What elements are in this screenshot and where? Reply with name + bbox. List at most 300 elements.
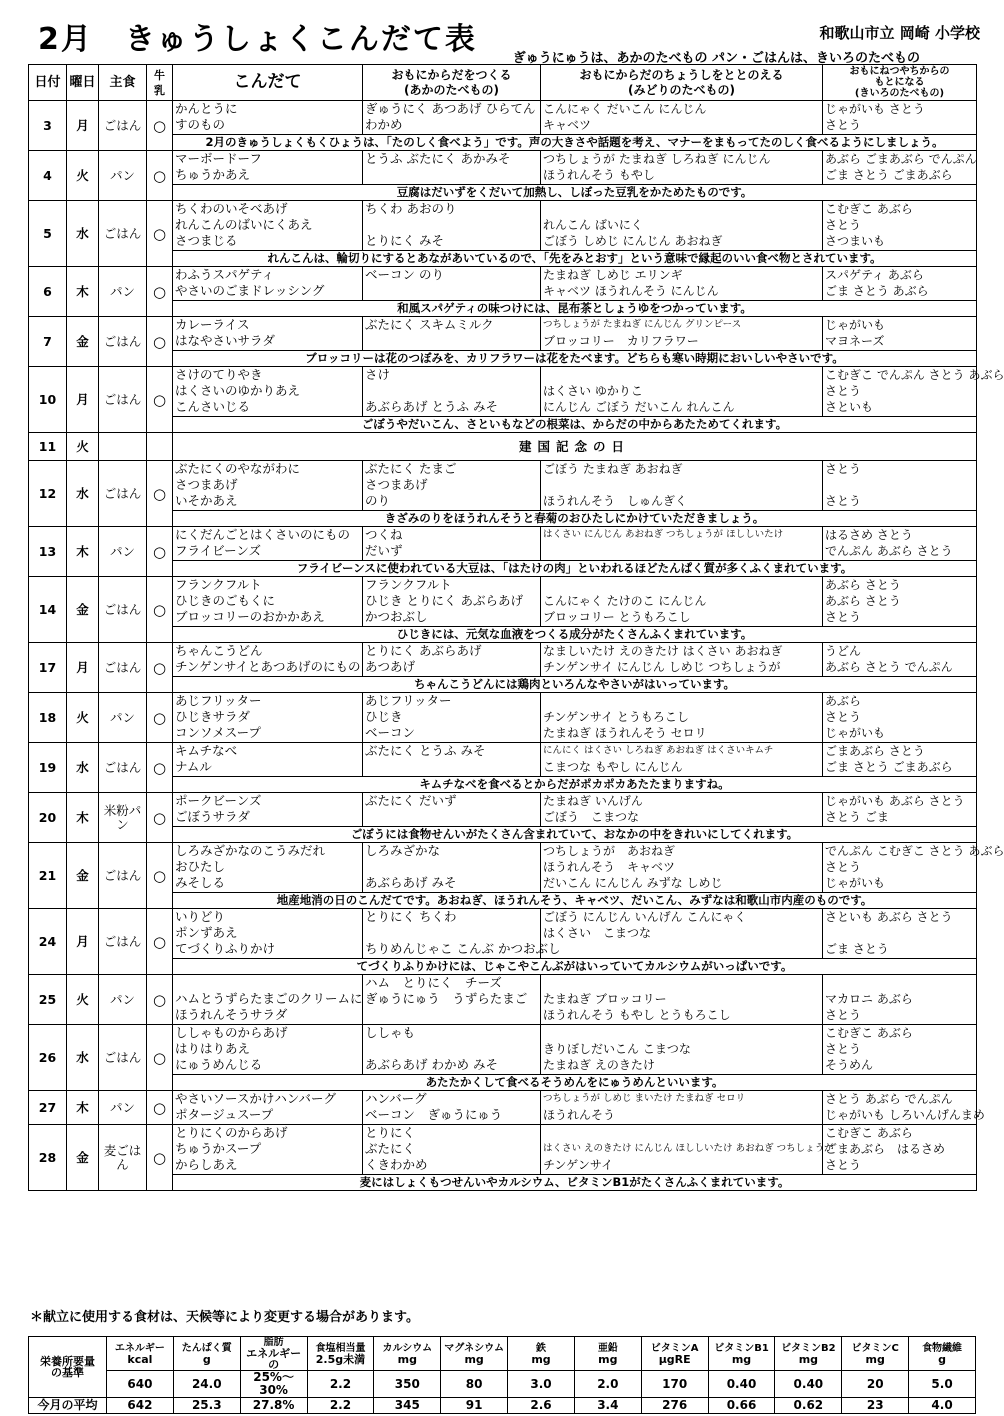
nutrient-header xyxy=(173,1337,240,1371)
row-staple: ごはん xyxy=(99,643,147,693)
menu-line: ポークビーンズ xyxy=(175,793,262,808)
yellow-line: ごま さとう ごまあぶら xyxy=(825,760,953,774)
row-staple: ごはん xyxy=(99,843,147,909)
header-menu: こんだて xyxy=(173,65,363,101)
menu-line: ししゃものからあげ xyxy=(175,1025,288,1040)
nutrient-unit: mg xyxy=(731,1352,752,1366)
green-line: にんにく はくさい しろねぎ あおねぎ はくさいキムチ xyxy=(543,745,774,756)
row-info: ちゃんこうどんには鶏肉といろんなやさいがはいっています。 xyxy=(173,677,977,693)
green-line: ブロッコリー とうもろこし xyxy=(543,610,691,624)
header-staple: 主食 xyxy=(99,65,147,101)
row-staple: パン xyxy=(99,151,147,201)
nutrient-header xyxy=(775,1337,842,1371)
row-menu xyxy=(173,201,363,251)
nutrient-name: ビタミンB1 xyxy=(714,1342,769,1354)
nutrient-std: 640 xyxy=(107,1371,174,1398)
row-green xyxy=(541,793,823,827)
green-line: キャベツ xyxy=(543,118,592,132)
row-info: きざみのりをほうれんそうと春菊のおひたしにかけていただきましょう。 xyxy=(173,511,977,527)
yellow-line: ごま さとう ごまあぶら xyxy=(825,168,953,182)
menu-row xyxy=(29,1025,977,1075)
row-date: 4 xyxy=(29,151,67,201)
menu-line: わふうスパゲティ xyxy=(175,267,275,282)
row-milk: ○ xyxy=(147,267,173,317)
red-line xyxy=(365,925,538,941)
red-line: つくね xyxy=(365,527,403,542)
red-line xyxy=(365,167,538,183)
menu-row xyxy=(29,909,977,959)
yellow-line: あぶら さとう xyxy=(825,594,901,608)
menu-line xyxy=(175,975,360,991)
green-line: ごぼう にんじん いんげん こんにゃく xyxy=(543,910,747,924)
menu-row xyxy=(29,527,977,561)
row-yellow xyxy=(823,843,1004,893)
row-menu xyxy=(173,843,363,893)
nutrient-std: 0.40 xyxy=(708,1371,775,1398)
red-line: ハンバーグ xyxy=(365,1091,427,1106)
row-date: 27 xyxy=(29,1091,67,1125)
nutrient-avg: 276 xyxy=(641,1398,708,1414)
yellow-line: さとう xyxy=(825,1042,862,1056)
row-menu xyxy=(173,367,363,417)
nutrition-std-row xyxy=(29,1371,976,1398)
nutrient-name: 鉄 xyxy=(535,1342,546,1354)
nutrient-unit: 2.5g未満 xyxy=(315,1352,366,1366)
row-milk: ○ xyxy=(147,317,173,367)
red-line: ぶたにく xyxy=(365,1141,416,1156)
row-milk: ○ xyxy=(147,1025,173,1091)
row-staple: ごはん xyxy=(99,101,147,151)
row-menu xyxy=(173,101,363,135)
row-menu xyxy=(173,643,363,677)
menu-table xyxy=(28,64,1004,1191)
row-green xyxy=(541,461,823,511)
yellow-line: こむぎこ あぶら xyxy=(825,202,913,216)
yellow-line: さとう xyxy=(825,860,862,874)
yellow-line: でんぷん こむぎこ さとう あぶら xyxy=(825,844,1004,858)
row-weekday: 火 xyxy=(67,975,99,1025)
row-date: 6 xyxy=(29,267,67,317)
nutrient-name: カルシウム xyxy=(382,1342,433,1354)
green-line: ほうれんそう もやし とうもろこし xyxy=(543,1008,731,1022)
nutrient-std: 24.0 xyxy=(173,1371,240,1398)
red-line: ちくわ あおのり xyxy=(365,201,457,216)
yellow-line: さとう xyxy=(825,218,862,232)
row-staple: ごはん xyxy=(99,743,147,793)
menu-line: さけのてりやき xyxy=(175,367,263,382)
row-red xyxy=(363,1125,541,1175)
nutrient-avg: 91 xyxy=(441,1398,508,1414)
menu-line: カレーライス xyxy=(175,317,250,332)
row-milk: ○ xyxy=(147,151,173,201)
top-note: ぎゅうにゅうは、あかのたべもの パン・ごはんは、きいろのたべもの xyxy=(512,51,920,66)
green-line: ごぼう たまねぎ あおねぎ xyxy=(543,462,683,476)
nutrient-avg: 2.6 xyxy=(508,1398,575,1414)
row-date: 3 xyxy=(29,101,67,151)
row-green xyxy=(541,267,823,301)
row-date: 25 xyxy=(29,975,67,1025)
yellow-line: さつまいも xyxy=(825,234,886,248)
red-line: あぶらあげ わかめ みそ xyxy=(365,1057,498,1072)
menu-line: かんとうに xyxy=(175,101,238,116)
red-line: ちりめんじゃこ こんぶ かつおぶし xyxy=(365,941,561,956)
row-green xyxy=(541,1091,823,1125)
menu-line: にゅうめんじる xyxy=(175,1057,263,1072)
nutrient-unit: μgRE xyxy=(658,1352,691,1366)
menu-row xyxy=(29,693,977,743)
green-line: ごぼう こまつな xyxy=(543,810,640,824)
row-date: 26 xyxy=(29,1025,67,1091)
menu-line: さつまあげ xyxy=(175,477,238,492)
row-green xyxy=(541,527,823,561)
red-line: ベーコン のり xyxy=(365,267,444,282)
row-weekday: 木 xyxy=(67,527,99,577)
red-line xyxy=(365,809,538,825)
yellow-line: そうめん xyxy=(825,1058,874,1072)
nutrient-avg: 2.2 xyxy=(307,1398,374,1414)
yellow-line: さとう ごま xyxy=(825,810,889,824)
row-menu xyxy=(173,1091,363,1125)
nutrient-unit: mg xyxy=(464,1352,484,1366)
red-line: ぎゅうにゅう うずらたまご xyxy=(365,991,528,1006)
menu-line: ちゅうかスープ xyxy=(175,1141,262,1156)
red-line xyxy=(365,859,538,875)
yellow-line: さとう あぶら でんぷん xyxy=(825,1092,953,1106)
row-info: 豆腐はだいずをくだいて加熱し、しぼった豆乳をかためたものです。 xyxy=(173,185,977,201)
yellow-line: あぶら xyxy=(825,694,862,708)
menu-line: おひたし xyxy=(175,859,226,874)
yellow-line: はるさめ さとう xyxy=(825,528,913,542)
nutrient-header xyxy=(842,1337,909,1371)
nutrient-avg: 23 xyxy=(842,1398,909,1414)
yellow-line: じゃがいも xyxy=(825,318,886,332)
row-weekday: 木 xyxy=(67,267,99,317)
yellow-line: こむぎこ あぶら xyxy=(825,1126,913,1140)
row-menu xyxy=(173,975,363,1025)
menu-line: あじフリッター xyxy=(175,693,262,708)
row-yellow xyxy=(823,577,977,627)
menu-line: フランクフルト xyxy=(175,577,262,592)
green-line: たまねぎ えのきたけ xyxy=(543,1058,655,1072)
green-line xyxy=(543,1125,820,1141)
yellow-line: さとう xyxy=(825,118,862,132)
nutrient-name: エネルギー xyxy=(114,1342,165,1354)
menu-row xyxy=(29,367,977,417)
row-green xyxy=(541,367,823,417)
yellow-line: じゃがいも さとう xyxy=(825,102,925,116)
header-red: おもにからだをつくる (あかのたべもの) xyxy=(363,65,541,101)
nutrient-header xyxy=(909,1337,976,1371)
row-weekday: 木 xyxy=(67,1091,99,1125)
row-red xyxy=(363,643,541,677)
row-date: 14 xyxy=(29,577,67,643)
nutrition-header-row xyxy=(29,1337,976,1371)
yellow-line: さとう xyxy=(825,710,862,724)
red-line: とりにく あぶらあげ xyxy=(365,643,482,658)
nutrient-avg: 25.3 xyxy=(173,1398,240,1414)
row-red xyxy=(363,843,541,893)
green-line: つちしょうが あおねぎ xyxy=(543,844,676,858)
nutrient-avg: 27.8% xyxy=(240,1398,307,1414)
red-line: わかめ xyxy=(365,117,403,132)
yellow-line: うどん xyxy=(825,644,862,658)
yellow-line: じゃがいも xyxy=(825,726,886,740)
nutrient-std: 2.2 xyxy=(307,1371,374,1398)
nutrition-avg-row xyxy=(29,1398,976,1414)
yellow-line: さとう xyxy=(825,1158,862,1172)
menu-line: すのもの xyxy=(175,117,226,132)
nutrient-header xyxy=(240,1337,307,1371)
yellow-line: さといも xyxy=(825,400,874,414)
menu-line: フライビーンズ xyxy=(175,543,262,558)
row-info: れんこんは、輪切りにするとあながあいているので、「先をみとおす」という意味で縁起のいい食べ物とされています。 xyxy=(173,251,977,267)
row-date: 20 xyxy=(29,793,67,843)
green-line: たまねぎ ほうれんそう セロリ xyxy=(543,726,707,740)
menu-line: はなやさいサラダ xyxy=(175,333,275,348)
green-line: つちしょうが しめじ まいたけ たまねぎ セロリ xyxy=(543,1093,746,1104)
row-milk: ○ xyxy=(147,461,173,527)
nutrient-std: 3.0 xyxy=(508,1371,575,1398)
red-line: のり xyxy=(365,493,391,508)
row-red xyxy=(363,151,541,185)
menu-row xyxy=(29,743,977,777)
row-red xyxy=(363,1025,541,1075)
row-red xyxy=(363,743,541,777)
red-line: とうふ ぶたにく あかみそ xyxy=(365,151,511,166)
menu-line: やさいのごまドレッシング xyxy=(175,283,325,298)
row-yellow xyxy=(823,743,977,777)
yellow-line: じゃがいも しろいんげんまめ xyxy=(825,1108,985,1122)
red-line: ぶたにく とうふ みそ xyxy=(365,743,486,758)
menu-line: ハムとうずらたまごのクリームに xyxy=(175,991,363,1006)
row-red xyxy=(363,693,541,743)
row-info: ひじきには、元気な血液をつくる成分がたくさんふくまれています。 xyxy=(173,627,977,643)
yellow-line: こむぎこ でんぷん さとう あぶら xyxy=(825,368,1004,382)
row-milk: ○ xyxy=(147,909,173,975)
row-weekday: 木 xyxy=(67,793,99,843)
row-red xyxy=(363,201,541,251)
menu-line: ちくわのいそべあげ xyxy=(175,201,288,216)
row-menu xyxy=(173,1125,363,1175)
green-line xyxy=(543,201,820,217)
row-info: フライビーンスに使われている大豆は、「はたけの肉」といわれるほどたんぱく質が多くふくまれています。 xyxy=(173,561,977,577)
menu-line: キムチなべ xyxy=(175,743,238,758)
menu-line: ひじきサラダ xyxy=(175,709,250,724)
yellow-line: ごま さとう xyxy=(825,942,889,956)
holiday-label: 建国記念の日 xyxy=(173,433,977,461)
std-label: 栄養所要量 の基準 xyxy=(29,1337,107,1398)
row-yellow xyxy=(823,527,977,561)
green-line: にんじん ごぼう だいこん れんこん xyxy=(543,400,735,414)
yellow-line: ごま さとう あぶら xyxy=(825,284,929,298)
menu-line: にくだんごとはくさいのにもの xyxy=(175,527,351,542)
green-line xyxy=(543,941,820,957)
row-weekday: 月 xyxy=(67,643,99,693)
row-red xyxy=(363,461,541,511)
yellow-line: マカロニ あぶら xyxy=(825,992,913,1006)
row-red xyxy=(363,1091,541,1125)
row-milk: ○ xyxy=(147,643,173,693)
green-line xyxy=(543,543,820,559)
menu-line: いりどり xyxy=(175,909,226,924)
yellow-line xyxy=(825,477,974,493)
menu-row xyxy=(29,577,977,627)
row-milk: ○ xyxy=(147,1125,173,1191)
menu-row xyxy=(29,1091,977,1125)
red-line xyxy=(365,217,538,233)
green-line: たまねぎ しめじ エリンギ xyxy=(543,268,683,282)
row-staple: ごはん xyxy=(99,1025,147,1091)
row-date: 17 xyxy=(29,643,67,693)
menu-line: ちゅうかあえ xyxy=(175,167,251,182)
row-green xyxy=(541,643,823,677)
row-staple: ごはん xyxy=(99,461,147,527)
menu-line: チンゲンサイとあつあげのにもの xyxy=(175,659,361,674)
green-line: チンゲンサイ xyxy=(543,1158,614,1172)
row-date: 10 xyxy=(29,367,67,433)
header-date: 日付 xyxy=(29,65,67,101)
green-line: こんにゃく たけのこ にんじん xyxy=(543,594,707,608)
row-date: 12 xyxy=(29,461,67,527)
menu-line: ポンずあえ xyxy=(175,925,238,940)
green-line: ほうれんそう しゅんぎく xyxy=(543,494,688,508)
row-yellow xyxy=(823,1125,977,1175)
red-line: さつまあげ xyxy=(365,477,428,492)
row-red xyxy=(363,317,541,351)
nutrient-name: 脂肪 xyxy=(263,1337,284,1348)
green-line: はくさい えのきたけ にんじん ほししいたけ あおねぎ つちしょうが xyxy=(543,1143,834,1154)
row-info: キムチなべを食べるとからだがポカポカあたたまりますね。 xyxy=(173,777,977,793)
green-line: つちしょうが たまねぎ しろねぎ にんじん xyxy=(543,152,771,166)
nutrient-std: 2.0 xyxy=(574,1371,641,1398)
menu-line: からしあえ xyxy=(175,1157,238,1172)
nutrient-unit: mg xyxy=(798,1352,819,1366)
green-line xyxy=(543,577,820,593)
yellow-line: あぶら さとう でんぷん xyxy=(825,660,953,674)
nutrient-header xyxy=(708,1337,775,1371)
yellow-line: でんぷん あぶら さとう xyxy=(825,544,953,558)
red-line: しろみざかな xyxy=(365,843,441,858)
row-staple: パン xyxy=(99,267,147,317)
menu-line: ほうれんそうサラダ xyxy=(175,1007,288,1022)
nutrient-header xyxy=(307,1337,374,1371)
row-staple: パン xyxy=(99,527,147,577)
red-line: ぶたにく たまご xyxy=(365,461,457,476)
header-milk: 牛乳 xyxy=(147,65,173,101)
nutrient-unit: エネルギーの xyxy=(246,1347,302,1371)
menu-row xyxy=(29,317,977,351)
green-line: はくさい にんじん あおねぎ つちしょうが ほししいたけ xyxy=(543,529,784,540)
row-date: 21 xyxy=(29,843,67,909)
row-menu xyxy=(173,151,363,185)
green-line: チンゲンサイ にんじん しめじ つちしょうが xyxy=(543,660,781,674)
menu-line: いそかあえ xyxy=(175,493,238,508)
row-red xyxy=(363,909,561,959)
row-menu xyxy=(173,577,363,627)
red-line xyxy=(365,1007,538,1023)
row-yellow xyxy=(823,793,977,827)
menu-line: てづくりふりかけ xyxy=(175,941,276,956)
red-line: ぎゅうにく あつあげ ひらてん xyxy=(365,101,536,116)
nutrient-name: ビタミンB2 xyxy=(781,1342,836,1354)
row-red xyxy=(363,793,541,827)
row-menu xyxy=(173,693,363,743)
menu-line: みそしる xyxy=(175,875,226,890)
row-green xyxy=(541,693,823,743)
nutrient-avg: 345 xyxy=(374,1398,441,1414)
yellow-line: じゃがいも xyxy=(825,876,886,890)
yellow-line: マヨネーズ xyxy=(825,334,885,348)
red-line xyxy=(365,283,538,299)
nutrient-std: 350 xyxy=(374,1371,441,1398)
row-weekday: 火 xyxy=(67,151,99,201)
row-menu xyxy=(173,743,363,777)
green-line xyxy=(543,1025,820,1041)
green-line: キャベツ ほうれんそう にんじん xyxy=(543,284,719,298)
yellow-line: こむぎこ あぶら xyxy=(825,1026,913,1040)
row-date: 28 xyxy=(29,1125,67,1191)
row-date: 7 xyxy=(29,317,67,367)
row-milk: ○ xyxy=(147,367,173,433)
red-line: かつおぶし xyxy=(365,609,428,624)
menu-line: こんさいじる xyxy=(175,399,251,414)
row-menu xyxy=(173,317,363,351)
green-line: ほうれんそう xyxy=(543,1108,616,1122)
red-line: ししゃも xyxy=(365,1025,416,1040)
menu-line: コンソメスープ xyxy=(175,725,262,740)
menu-line: れんこんのばいにくあえ xyxy=(175,217,313,232)
row-weekday: 金 xyxy=(67,577,99,643)
row-green xyxy=(541,317,823,351)
row-green xyxy=(541,1125,834,1175)
nutrient-name: 亜鉛 xyxy=(597,1342,618,1354)
nutrient-std: 5.0 xyxy=(909,1371,976,1398)
row-staple: パン xyxy=(99,975,147,1025)
nutrient-unit: mg xyxy=(598,1352,618,1366)
menu-row xyxy=(29,975,977,1025)
green-line: なましいたけ えのきたけ はくさい あおねぎ xyxy=(543,644,783,658)
green-line: チンゲンサイ とうもろこし xyxy=(543,710,689,724)
red-line: あぶらあげ みそ xyxy=(365,875,457,890)
row-info: 和風スパゲティの味つけには、昆布茶としょうゆをつかっています。 xyxy=(173,301,977,317)
nutrient-name: マグネシウム xyxy=(444,1342,505,1354)
red-line: さけ xyxy=(365,367,391,382)
yellow-line: さとう xyxy=(825,384,862,398)
menu-line: さつまじる xyxy=(175,233,238,248)
nutrient-name: 食物繊維 xyxy=(922,1342,963,1354)
menu-row xyxy=(29,151,977,185)
row-yellow xyxy=(823,643,977,677)
row-staple: ごはん xyxy=(99,577,147,643)
row-weekday: 水 xyxy=(67,461,99,527)
page-title: 2月 きゅうしょくこんだて表 xyxy=(38,22,477,57)
row-yellow xyxy=(823,1091,985,1125)
red-line: ひじき とりにく あぶらあげ xyxy=(365,593,523,608)
row-milk: ○ xyxy=(147,201,173,267)
row-green xyxy=(541,1025,823,1075)
green-line: きりぼしだいこん こまつな xyxy=(543,1042,691,1056)
nutrient-header xyxy=(107,1337,174,1371)
nutrient-std: 20 xyxy=(842,1371,909,1398)
row-weekday: 金 xyxy=(67,1125,99,1191)
yellow-line: あぶら さとう xyxy=(825,578,901,592)
row-menu xyxy=(173,909,363,959)
row-green xyxy=(541,101,823,135)
row-date: 19 xyxy=(29,743,67,793)
row-info: 麦にはしょくもつせんいやカルシウム、ビタミンB1がたくさんふくまれています。 xyxy=(173,1175,977,1191)
nutrient-header xyxy=(508,1337,575,1371)
yellow-line: あぶら ごまあぶら でんぷん xyxy=(825,152,977,166)
